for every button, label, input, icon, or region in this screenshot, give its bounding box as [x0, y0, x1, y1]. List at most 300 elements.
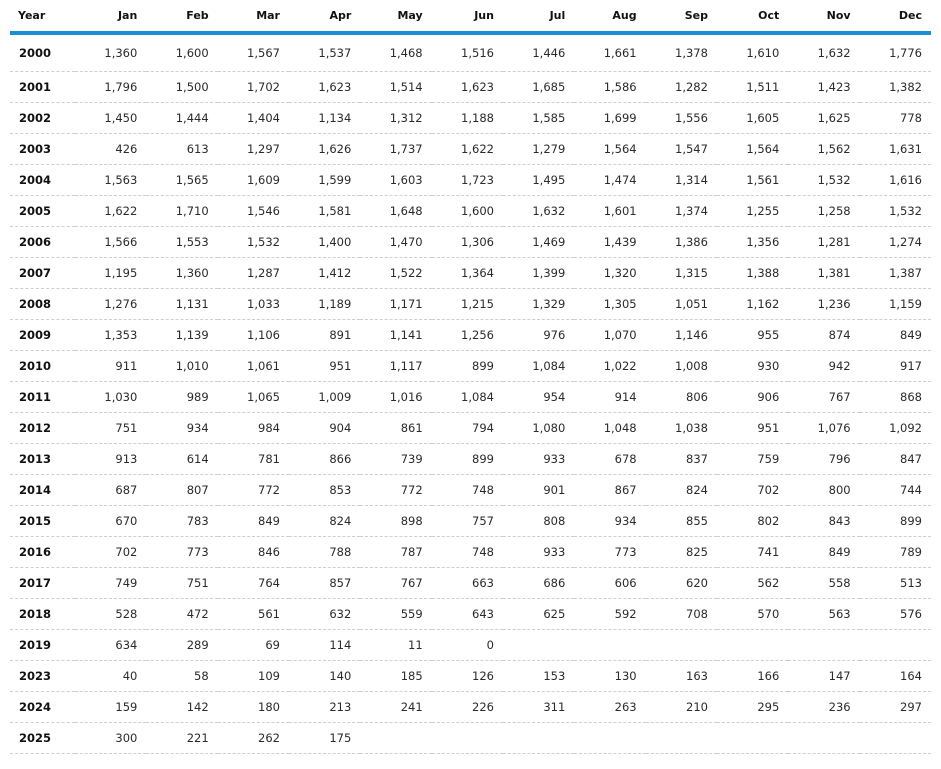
table-cell: 614 — [146, 444, 217, 475]
table-cell: 295 — [717, 692, 788, 723]
table-cell: 976 — [503, 320, 574, 351]
table-cell: 1,353 — [75, 320, 146, 351]
table-row — [10, 475, 931, 506]
table-cell: 1,306 — [432, 227, 503, 258]
table-cell: 142 — [146, 692, 217, 723]
table-cell: 781 — [218, 444, 289, 475]
table-cell: 166 — [717, 661, 788, 692]
table-cell: 472 — [146, 599, 217, 630]
table-cell: 849 — [860, 320, 931, 351]
table-cell: 984 — [218, 413, 289, 444]
table-cell: 1,625 — [788, 103, 859, 134]
table-cell: 767 — [788, 382, 859, 413]
table-cell: 1,356 — [717, 227, 788, 258]
row-year-cell: 2017 — [10, 568, 75, 599]
table-row — [10, 444, 931, 475]
table-cell: 1,314 — [646, 165, 717, 196]
table-cell: 847 — [860, 444, 931, 475]
table-cell: 1,710 — [146, 196, 217, 227]
table-cell: 1,159 — [860, 289, 931, 320]
table-cell: 911 — [75, 351, 146, 382]
table-cell: 773 — [146, 537, 217, 568]
table-row — [10, 33, 931, 72]
row-year-cell: 2005 — [10, 196, 75, 227]
table-cell: 898 — [360, 506, 431, 537]
table-row — [10, 413, 931, 444]
table-cell: 764 — [218, 568, 289, 599]
table-cell: 853 — [289, 475, 360, 506]
row-year-cell: 2024 — [10, 692, 75, 723]
table-cell: 1,796 — [75, 72, 146, 103]
table-cell: 824 — [289, 506, 360, 537]
table-cell: 1,516 — [432, 33, 503, 72]
table-cell: 899 — [860, 506, 931, 537]
table-cell: 759 — [717, 444, 788, 475]
table-cell: 1,776 — [860, 33, 931, 72]
table-row — [10, 382, 931, 413]
table-cell: 678 — [574, 444, 645, 475]
table-cell: 778 — [860, 103, 931, 134]
table-cell: 807 — [146, 475, 217, 506]
table-cell: 561 — [218, 599, 289, 630]
table-cell: 789 — [860, 537, 931, 568]
table-row — [10, 351, 931, 382]
table-cell: 559 — [360, 599, 431, 630]
table-row — [10, 103, 931, 134]
table-cell: 744 — [860, 475, 931, 506]
table-row — [10, 72, 931, 103]
table-cell: 606 — [574, 568, 645, 599]
table-cell: 130 — [574, 661, 645, 692]
table-cell: 741 — [717, 537, 788, 568]
table-cell: 748 — [432, 537, 503, 568]
table-cell: 1,562 — [788, 134, 859, 165]
table-cell: 891 — [289, 320, 360, 351]
table-cell: 868 — [860, 382, 931, 413]
table-cell: 109 — [218, 661, 289, 692]
table-cell — [503, 723, 574, 754]
table-cell: 1,648 — [360, 196, 431, 227]
column-header-oct: Oct — [717, 0, 788, 33]
table-cell — [646, 630, 717, 661]
table-cell: 1,382 — [860, 72, 931, 103]
table-cell: 1,255 — [717, 196, 788, 227]
table-cell: 1,320 — [574, 258, 645, 289]
table-cell — [503, 630, 574, 661]
column-header-jul: Jul — [503, 0, 574, 33]
column-header-jun: Jun — [432, 0, 503, 33]
table-cell: 1,084 — [432, 382, 503, 413]
table-cell: 147 — [788, 661, 859, 692]
table-cell: 1,282 — [646, 72, 717, 103]
table-cell: 989 — [146, 382, 217, 413]
row-year-cell: 2011 — [10, 382, 75, 413]
table-cell: 1,287 — [218, 258, 289, 289]
row-year-cell: 2018 — [10, 599, 75, 630]
table-cell: 570 — [717, 599, 788, 630]
table-cell: 1,470 — [360, 227, 431, 258]
table-cell: 806 — [646, 382, 717, 413]
table-cell: 1,092 — [860, 413, 931, 444]
table-cell: 1,581 — [289, 196, 360, 227]
table-cell: 951 — [289, 351, 360, 382]
table-cell: 899 — [432, 444, 503, 475]
table-cell: 1,532 — [788, 165, 859, 196]
table-cell — [646, 723, 717, 754]
table-cell: 558 — [788, 568, 859, 599]
table-cell: 914 — [574, 382, 645, 413]
table-cell — [360, 723, 431, 754]
table-header — [10, 0, 931, 33]
table-cell: 1,626 — [289, 134, 360, 165]
table-cell: 1,387 — [860, 258, 931, 289]
table-cell: 1,048 — [574, 413, 645, 444]
table-cell: 857 — [289, 568, 360, 599]
table-row — [10, 320, 931, 351]
table-row — [10, 196, 931, 227]
table-cell: 849 — [788, 537, 859, 568]
table-cell: 1,195 — [75, 258, 146, 289]
row-year-cell: 2025 — [10, 723, 75, 754]
table-cell: 1,400 — [289, 227, 360, 258]
table-cell: 1,685 — [503, 72, 574, 103]
monthly-data-table — [10, 0, 931, 754]
table-cell: 1,546 — [218, 196, 289, 227]
table-cell: 1,511 — [717, 72, 788, 103]
table-cell: 1,386 — [646, 227, 717, 258]
row-year-cell: 2004 — [10, 165, 75, 196]
table-cell: 787 — [360, 537, 431, 568]
table-cell: 1,141 — [360, 320, 431, 351]
table-cell: 620 — [646, 568, 717, 599]
table-cell: 1,537 — [289, 33, 360, 72]
table-cell: 933 — [503, 537, 574, 568]
row-year-cell: 2009 — [10, 320, 75, 351]
table-cell: 767 — [360, 568, 431, 599]
table-cell: 0 — [432, 630, 503, 661]
table-cell: 934 — [574, 506, 645, 537]
table-cell — [717, 723, 788, 754]
table-cell: 1,723 — [432, 165, 503, 196]
column-header-feb: Feb — [146, 0, 217, 33]
row-year-cell: 2019 — [10, 630, 75, 661]
table-cell: 846 — [218, 537, 289, 568]
table-cell: 185 — [360, 661, 431, 692]
table-cell: 175 — [289, 723, 360, 754]
row-year-cell: 2002 — [10, 103, 75, 134]
table-cell: 749 — [75, 568, 146, 599]
table-cell: 562 — [717, 568, 788, 599]
table-cell: 874 — [788, 320, 859, 351]
table-cell: 796 — [788, 444, 859, 475]
table-cell: 634 — [75, 630, 146, 661]
table-cell: 901 — [503, 475, 574, 506]
table-cell: 1,450 — [75, 103, 146, 134]
table-body — [10, 33, 931, 754]
column-header-aug: Aug — [574, 0, 645, 33]
table-cell: 1,016 — [360, 382, 431, 413]
table-cell: 1,632 — [788, 33, 859, 72]
table-cell: 1,603 — [360, 165, 431, 196]
table-cell: 1,661 — [574, 33, 645, 72]
row-year-cell: 2015 — [10, 506, 75, 537]
table-cell: 426 — [75, 134, 146, 165]
table-cell: 528 — [75, 599, 146, 630]
table-cell: 311 — [503, 692, 574, 723]
table-cell: 1,388 — [717, 258, 788, 289]
table-cell: 1,117 — [360, 351, 431, 382]
table-cell: 739 — [360, 444, 431, 475]
table-cell: 1,256 — [432, 320, 503, 351]
table-cell: 942 — [788, 351, 859, 382]
table-cell: 576 — [860, 599, 931, 630]
table-cell: 592 — [574, 599, 645, 630]
table-cell: 1,236 — [788, 289, 859, 320]
table-cell: 808 — [503, 506, 574, 537]
table-cell: 625 — [503, 599, 574, 630]
row-year-cell: 2001 — [10, 72, 75, 103]
table-cell: 1,033 — [218, 289, 289, 320]
table-cell: 69 — [218, 630, 289, 661]
table-cell: 1,600 — [432, 196, 503, 227]
table-cell: 1,563 — [75, 165, 146, 196]
table-cell: 1,051 — [646, 289, 717, 320]
table-cell: 955 — [717, 320, 788, 351]
table-row — [10, 506, 931, 537]
table-cell: 1,500 — [146, 72, 217, 103]
row-year-cell: 2003 — [10, 134, 75, 165]
table-cell: 1,315 — [646, 258, 717, 289]
table-cell: 1,281 — [788, 227, 859, 258]
table-cell: 866 — [289, 444, 360, 475]
table-cell: 1,080 — [503, 413, 574, 444]
table-cell: 1,567 — [218, 33, 289, 72]
table-cell — [717, 630, 788, 661]
column-header-mar: Mar — [218, 0, 289, 33]
table-cell: 1,547 — [646, 134, 717, 165]
table-row — [10, 723, 931, 754]
row-year-cell: 2010 — [10, 351, 75, 382]
row-year-cell: 2016 — [10, 537, 75, 568]
table-cell: 1,030 — [75, 382, 146, 413]
table-cell: 180 — [218, 692, 289, 723]
table-cell: 800 — [788, 475, 859, 506]
table-cell: 1,610 — [717, 33, 788, 72]
column-header-nov: Nov — [788, 0, 859, 33]
table-cell: 1,215 — [432, 289, 503, 320]
table-cell: 1,566 — [75, 227, 146, 258]
table-cell: 1,564 — [574, 134, 645, 165]
table-cell: 702 — [717, 475, 788, 506]
table-cell: 1,622 — [432, 134, 503, 165]
table-cell: 748 — [432, 475, 503, 506]
table-cell: 126 — [432, 661, 503, 692]
table-cell: 934 — [146, 413, 217, 444]
table-cell: 1,106 — [218, 320, 289, 351]
table-cell: 1,469 — [503, 227, 574, 258]
table-cell: 1,737 — [360, 134, 431, 165]
table-cell: 861 — [360, 413, 431, 444]
table-cell: 904 — [289, 413, 360, 444]
table-cell: 1,312 — [360, 103, 431, 134]
table-cell: 772 — [360, 475, 431, 506]
table-cell: 643 — [432, 599, 503, 630]
table-cell: 1,188 — [432, 103, 503, 134]
table-cell: 1,070 — [574, 320, 645, 351]
table-row — [10, 599, 931, 630]
table-cell: 1,134 — [289, 103, 360, 134]
table-cell: 930 — [717, 351, 788, 382]
table-cell: 1,305 — [574, 289, 645, 320]
table-cell: 1,364 — [432, 258, 503, 289]
table-cell: 613 — [146, 134, 217, 165]
table-cell: 1,446 — [503, 33, 574, 72]
row-year-cell: 2012 — [10, 413, 75, 444]
table-cell: 757 — [432, 506, 503, 537]
table-cell: 772 — [218, 475, 289, 506]
table-cell: 1,522 — [360, 258, 431, 289]
table-cell: 1,564 — [717, 134, 788, 165]
table-cell: 1,561 — [717, 165, 788, 196]
table-cell: 1,076 — [788, 413, 859, 444]
table-cell: 773 — [574, 537, 645, 568]
column-header-apr: Apr — [289, 0, 360, 33]
row-year-cell: 2013 — [10, 444, 75, 475]
table-cell: 933 — [503, 444, 574, 475]
row-year-cell: 2023 — [10, 661, 75, 692]
table-row — [10, 630, 931, 661]
table-cell: 867 — [574, 475, 645, 506]
table-cell: 163 — [646, 661, 717, 692]
table-row — [10, 227, 931, 258]
table-cell: 289 — [146, 630, 217, 661]
table-cell: 1,553 — [146, 227, 217, 258]
table-cell: 632 — [289, 599, 360, 630]
column-header-may: May — [360, 0, 431, 33]
table-cell: 1,360 — [75, 33, 146, 72]
table-cell: 1,065 — [218, 382, 289, 413]
table-cell: 1,423 — [788, 72, 859, 103]
row-year-cell: 2007 — [10, 258, 75, 289]
table-cell: 1,009 — [289, 382, 360, 413]
table-row — [10, 692, 931, 723]
table-cell: 783 — [146, 506, 217, 537]
table-cell: 263 — [574, 692, 645, 723]
table-cell: 164 — [860, 661, 931, 692]
table-cell: 1,556 — [646, 103, 717, 134]
table-cell: 1,360 — [146, 258, 217, 289]
table-cell: 1,623 — [432, 72, 503, 103]
table-cell: 802 — [717, 506, 788, 537]
table-cell: 1,399 — [503, 258, 574, 289]
table-cell: 788 — [289, 537, 360, 568]
table-cell: 300 — [75, 723, 146, 754]
table-cell: 913 — [75, 444, 146, 475]
table-cell: 1,378 — [646, 33, 717, 72]
table-cell: 1,038 — [646, 413, 717, 444]
table-cell: 1,601 — [574, 196, 645, 227]
table-cell: 262 — [218, 723, 289, 754]
table-cell: 1,699 — [574, 103, 645, 134]
table-cell: 563 — [788, 599, 859, 630]
table-cell: 751 — [75, 413, 146, 444]
table-cell: 708 — [646, 599, 717, 630]
table-cell: 1,444 — [146, 103, 217, 134]
table-row — [10, 165, 931, 196]
header-row — [10, 0, 931, 33]
table-cell: 513 — [860, 568, 931, 599]
table-cell: 702 — [75, 537, 146, 568]
row-year-cell: 2006 — [10, 227, 75, 258]
table-cell — [574, 723, 645, 754]
table-cell: 663 — [432, 568, 503, 599]
table-cell: 751 — [146, 568, 217, 599]
table-cell: 951 — [717, 413, 788, 444]
table-cell: 1,374 — [646, 196, 717, 227]
table-cell: 1,381 — [788, 258, 859, 289]
table-cell: 794 — [432, 413, 503, 444]
table-cell: 1,532 — [860, 196, 931, 227]
table-cell: 1,474 — [574, 165, 645, 196]
table-cell: 140 — [289, 661, 360, 692]
table-cell: 1,468 — [360, 33, 431, 72]
table-cell: 221 — [146, 723, 217, 754]
table-cell: 837 — [646, 444, 717, 475]
table-cell: 687 — [75, 475, 146, 506]
table-cell: 114 — [289, 630, 360, 661]
table-cell: 686 — [503, 568, 574, 599]
table-cell: 1,010 — [146, 351, 217, 382]
table-cell: 153 — [503, 661, 574, 692]
table-cell: 1,008 — [646, 351, 717, 382]
table-cell: 1,146 — [646, 320, 717, 351]
table-cell: 1,586 — [574, 72, 645, 103]
column-header-sep: Sep — [646, 0, 717, 33]
table-cell: 1,599 — [289, 165, 360, 196]
table-cell: 855 — [646, 506, 717, 537]
row-year-cell: 2000 — [10, 33, 75, 72]
table-cell: 1,600 — [146, 33, 217, 72]
column-header-year: Year — [10, 0, 75, 33]
table-cell: 1,565 — [146, 165, 217, 196]
table-cell: 236 — [788, 692, 859, 723]
table-cell: 954 — [503, 382, 574, 413]
table-cell — [788, 630, 859, 661]
table-cell: 1,084 — [503, 351, 574, 382]
table-cell: 210 — [646, 692, 717, 723]
table-cell: 1,258 — [788, 196, 859, 227]
table-cell — [574, 630, 645, 661]
table-cell: 824 — [646, 475, 717, 506]
table-cell: 1,702 — [218, 72, 289, 103]
table-cell — [860, 630, 931, 661]
table-cell — [788, 723, 859, 754]
table-cell: 1,279 — [503, 134, 574, 165]
table-cell: 1,622 — [75, 196, 146, 227]
table-cell: 1,274 — [860, 227, 931, 258]
table-row — [10, 289, 931, 320]
table-row — [10, 568, 931, 599]
table-row — [10, 661, 931, 692]
table-cell: 1,189 — [289, 289, 360, 320]
table-cell: 1,632 — [503, 196, 574, 227]
table-cell: 849 — [218, 506, 289, 537]
table-cell: 1,139 — [146, 320, 217, 351]
row-year-cell: 2008 — [10, 289, 75, 320]
table-cell: 1,171 — [360, 289, 431, 320]
table-cell: 1,404 — [218, 103, 289, 134]
table-cell: 226 — [432, 692, 503, 723]
